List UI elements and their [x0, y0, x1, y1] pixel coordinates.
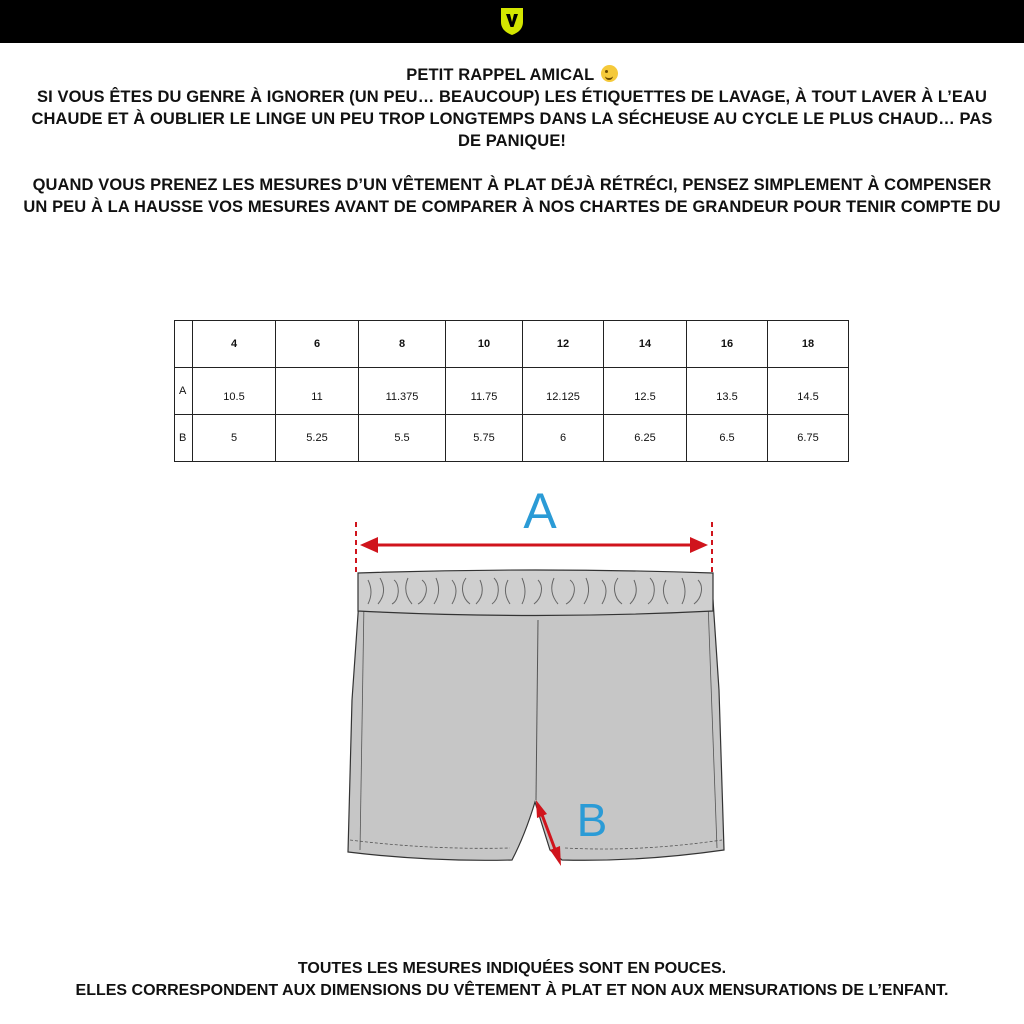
table-cell: 11.375: [359, 368, 446, 415]
table-cell: 6: [523, 415, 604, 462]
table-cell: 12.5: [604, 368, 687, 415]
shorts-body: [348, 600, 724, 860]
size-row-a: [175, 368, 849, 415]
table-cell: 5.25: [276, 415, 359, 462]
winking-face-icon: [601, 65, 618, 82]
arrow-head-right-icon: [690, 537, 708, 553]
footer-line-1: TOUTES LES MESURES INDIQUÉES SONT EN POUCES.: [297, 960, 727, 977]
table-cell: 6.75: [768, 415, 849, 462]
size-row-b: [175, 415, 849, 462]
corner-cell: [175, 321, 193, 368]
notice-paragraph-2: QUAND VOUS PRENEZ LES MESURES D’UN VÊTEMENT À PLAT DÉJÀ RÉTRÉCI, PENSEZ SIMPLEMENT À COMPENSER UN PEU À LA HAUSSE VOS MESURES AVANT DE COMPARER À NOS CHARTES DE GRANDEUR POUR TENIR COMPTE DU: [23, 176, 1001, 216]
table-cell: 14.5: [768, 368, 849, 415]
top-bar: [0, 0, 1024, 43]
label-a: A: [523, 483, 557, 539]
table-cell: 13.5: [687, 368, 768, 415]
footer-note: [0, 958, 1024, 1002]
row-label: B: [175, 415, 193, 462]
arrow-head-left-icon: [360, 537, 378, 553]
size-header: 6: [276, 321, 359, 368]
shorts-measurement-diagram: [340, 480, 740, 880]
notice-title: PETIT RAPPEL AMICAL: [406, 66, 594, 84]
size-header: 10: [446, 321, 523, 368]
v-shield-logo-icon: [498, 6, 526, 36]
size-header-row: [175, 321, 849, 368]
table-cell: 12.125: [523, 368, 604, 415]
table-cell: 5.75: [446, 415, 523, 462]
size-header: 18: [768, 321, 849, 368]
size-header: 16: [687, 321, 768, 368]
size-chart-table: [174, 320, 849, 462]
size-header: 14: [604, 321, 687, 368]
table-cell: 11: [276, 368, 359, 415]
size-header: 4: [193, 321, 276, 368]
label-b: B: [576, 794, 608, 846]
table-cell: 10.5: [193, 368, 276, 415]
footer-line-2: ELLES CORRESPONDENT AUX DIMENSIONS DU VÊTEMENT À PLAT ET NON AUX MENSURATIONS DE L’ENFANT.: [75, 982, 949, 999]
table-cell: 6.5: [687, 415, 768, 462]
table-cell: 11.75: [446, 368, 523, 415]
table-cell: 5: [193, 415, 276, 462]
size-header: 12: [523, 321, 604, 368]
table-cell: 5.5: [359, 415, 446, 462]
size-header: 8: [359, 321, 446, 368]
care-notice: [20, 64, 1004, 218]
table-cell: 6.25: [604, 415, 687, 462]
row-label: A: [175, 368, 193, 415]
waistband: [358, 570, 713, 616]
notice-paragraph-1: SI VOUS ÊTES DU GENRE À IGNORER (UN PEU… BEAUCOUP) LES ÉTIQUETTES DE LAVAGE, À TOUT LAVER À L’EAU CHAUDE ET À OUBLIER LE LINGE UN PEU TROP LONGTEMPS DANS LA SÉCHEUSE AU CYCLE LE PLUS CHAUD… PAS DE PANIQUE!: [31, 88, 993, 150]
